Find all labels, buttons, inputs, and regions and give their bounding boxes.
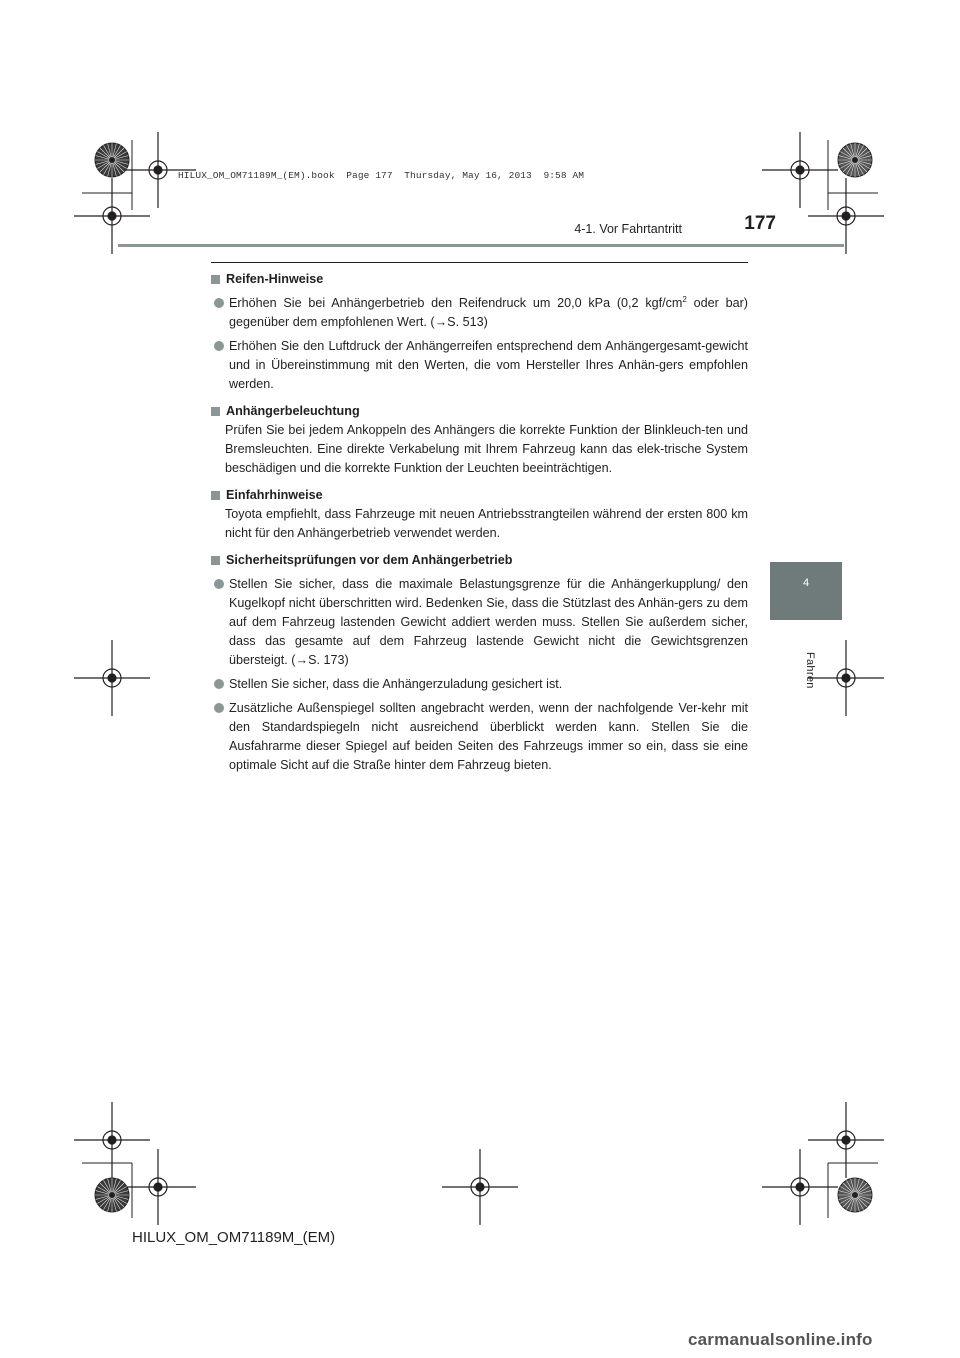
round-bullet-icon bbox=[214, 679, 224, 689]
chapter-tab-label: Fahren bbox=[804, 652, 816, 689]
section-body: Toyota empfiehlt, dass Fahrzeuge mit neuen Antriebsstrangteilen während der ersten 800 km nicht für den Anhängerbetrieb verwendet werden. bbox=[225, 507, 748, 540]
square-bullet-icon bbox=[211, 491, 220, 500]
crosshair-mark-icon bbox=[808, 178, 884, 254]
footer-doc-code: HILUX_OM_OM71189M_(EM) bbox=[132, 1229, 336, 1246]
print-info: HILUX_OM_OM71189M_(EM).book Page 177 Thursday, May 16, 2013 9:58 AM bbox=[178, 170, 585, 181]
rosette-mark-icon bbox=[95, 1178, 129, 1212]
chapter-tab-number: 4 bbox=[802, 577, 810, 589]
rosette-mark-icon bbox=[838, 1178, 872, 1212]
round-bullet-icon bbox=[214, 298, 224, 308]
crosshair-mark-icon bbox=[762, 1149, 838, 1225]
crosshair-mark-icon bbox=[762, 132, 838, 208]
list-item: Stellen Sie sicher, dass die Anhängerzuladung gesichert ist. bbox=[211, 675, 748, 694]
round-bullet-icon bbox=[214, 579, 224, 589]
round-bullet-icon bbox=[214, 703, 224, 713]
square-bullet-icon bbox=[211, 407, 220, 416]
list-item: Erhöhen Sie den Luftdruck der Anhängerreifen entsprechend dem Anhängergesamt-gewicht und in Übereinstimmung mit den Werten, die vom Hersteller Ihres Anhän-gers empfohlen werden. bbox=[211, 337, 748, 394]
crosshair-mark-icon bbox=[442, 1149, 518, 1225]
crosshair-mark-icon bbox=[808, 1102, 884, 1178]
round-bullet-icon bbox=[214, 341, 224, 351]
list-item: Stellen Sie sicher, dass die maximale Belastungsgrenze für die Anhängerkupplung/ den Kugelkopf nicht überschritten wird. Bedenken Sie, dass die Stützlast des Anhän-gers zu dem auf dem Fahrzeug lastenden Gewicht addiert werden muss. Stellen Sie außerdem sicher, dass das gesamte auf dem Fahrzeug lastende Gewicht nicht die Gewichtsgrenzen übersteigt. (→S. 173) bbox=[211, 575, 748, 670]
page-number: 177 bbox=[744, 213, 776, 234]
list-item: Zusätzliche Außenspiegel sollten angebracht werden, wenn der nachfolgende Ver-kehr mit den Standardspiegeln nicht ausreichend überblickt werden kann. Stellen Sie die Ausfahrarme dieser Spiegel auf beiden Seiten des Fahrzeugs immer so ein, dass sie eine optimale Sicht auf die Straße hinter dem Fahrzeug bieten. bbox=[211, 699, 748, 775]
crosshair-mark-icon bbox=[808, 640, 884, 716]
watermark-link[interactable]: carmanualsonline.info bbox=[688, 1330, 873, 1349]
rosette-mark-icon bbox=[95, 143, 129, 177]
header-section-title: 4-1. Vor Fahrtantritt bbox=[574, 222, 682, 236]
section-einfahrhinweise bbox=[211, 486, 748, 543]
crosshair-mark-icon bbox=[74, 640, 150, 716]
square-bullet-icon bbox=[211, 556, 220, 565]
section-body: Prüfen Sie bei jedem Ankoppeln des Anhängers die korrekte Funktion der Blinkleuch-ten und Bremsleuchten. Eine direkte Verkabelung mit Ihrem Fahrzeug kann das elek-trische System beschädigen und die korrekte Funktion der Leuchten beeinträchtigen. bbox=[225, 423, 748, 475]
crosshair-mark-icon bbox=[120, 1149, 196, 1225]
section-reifen-hinweise bbox=[211, 270, 748, 394]
crosshair-mark-icon bbox=[74, 178, 150, 254]
content-rule bbox=[211, 262, 748, 263]
section-anhaengerbeleuchtung bbox=[211, 402, 748, 478]
crosshair-mark-icon bbox=[74, 1102, 150, 1178]
section-heading: Sicherheitsprüfungen vor dem Anhängerbetrieb bbox=[211, 551, 748, 570]
list-item: Erhöhen Sie bei Anhängerbetrieb den Reifendruck um 20,0 kPa (0,2 kgf/$cm^2$ oder bar) gegenüber dem empfohlenen Wert. (→S. 513) bbox=[211, 294, 748, 332]
chapter-tab bbox=[770, 562, 842, 620]
square-bullet-icon bbox=[211, 275, 220, 284]
main-content bbox=[211, 270, 748, 783]
rosette-mark-icon bbox=[838, 143, 872, 177]
section-heading: Reifen-Hinweise bbox=[211, 270, 748, 289]
section-heading: Anhängerbeleuchtung bbox=[211, 402, 748, 421]
section-sicherheitspruefungen bbox=[211, 551, 748, 775]
section-heading: Einfahrhinweise bbox=[211, 486, 748, 505]
header-rule bbox=[118, 244, 844, 247]
